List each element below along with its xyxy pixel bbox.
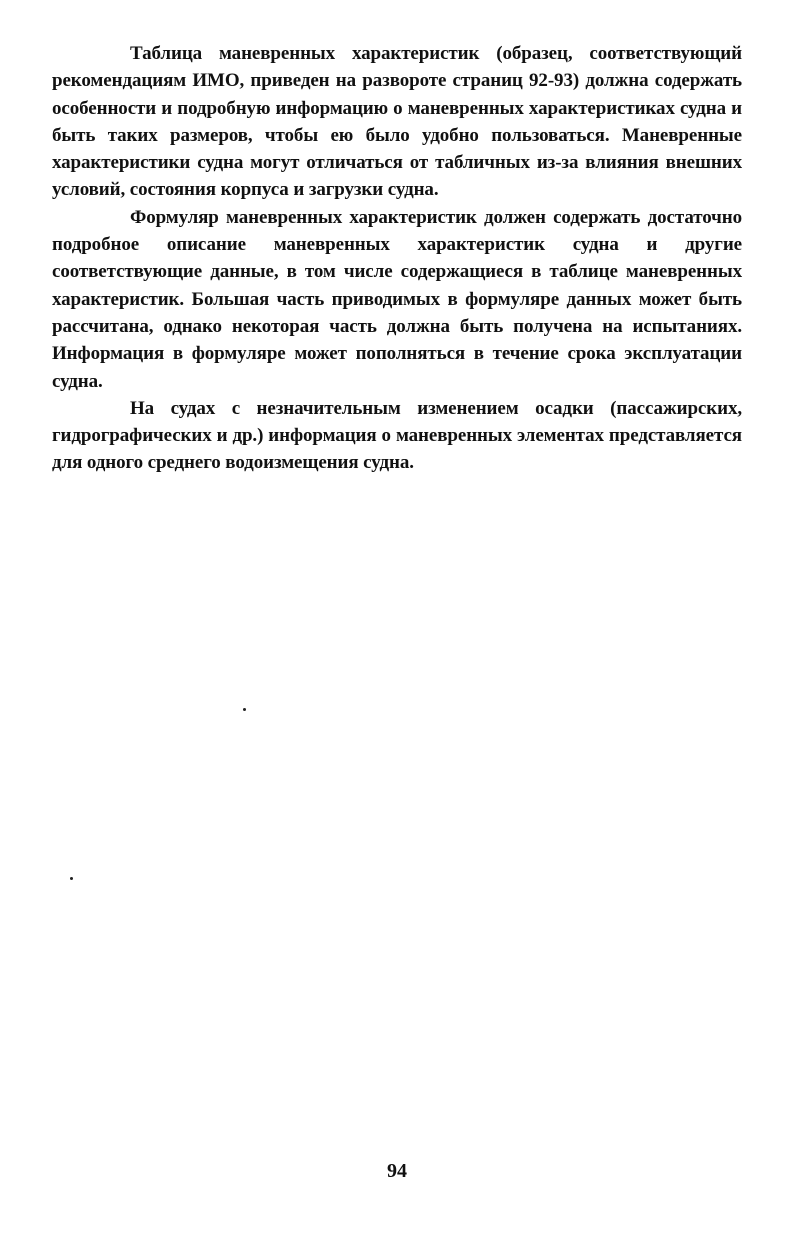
page-number: 94	[387, 1160, 407, 1182]
paragraph-1: Таблица маневренных характеристик (образец, соответствующий рекомендациям ИМО, приведен на развороте страниц 92-93) должна содержать особенности и подробную информацию о маневренных характеристиках судна и быть таких размеров, чтобы ею было удобно пользоваться. Маневренные характеристики судна могут отличаться от табличных из-за влияния внешних условий, состояния корпуса и загрузки судна.	[52, 43, 742, 201]
paragraph-2: Формуляр маневренных характеристик должен содержать достаточно подробное описание маневренных характеристик судна и другие соответствующие данные, в том числе содержащиеся в таблице маневренных характеристик. Большая часть приводимых в формуляре данных может быть рассчитана, однако некоторая часть должна быть получена на испытаниях. Информация в формуляре может пополняться в течение срока эксплуатации судна.	[52, 206, 742, 392]
scan-speck	[70, 877, 73, 880]
scan-speck	[243, 708, 246, 711]
paragraph-3: На судах с незначительным изменением осадки (пассажирских, гидрографических и др.) информация о маневренных элементах представляется для одного среднего водоизмещения судна.	[52, 397, 742, 474]
body-text	[52, 40, 742, 477]
